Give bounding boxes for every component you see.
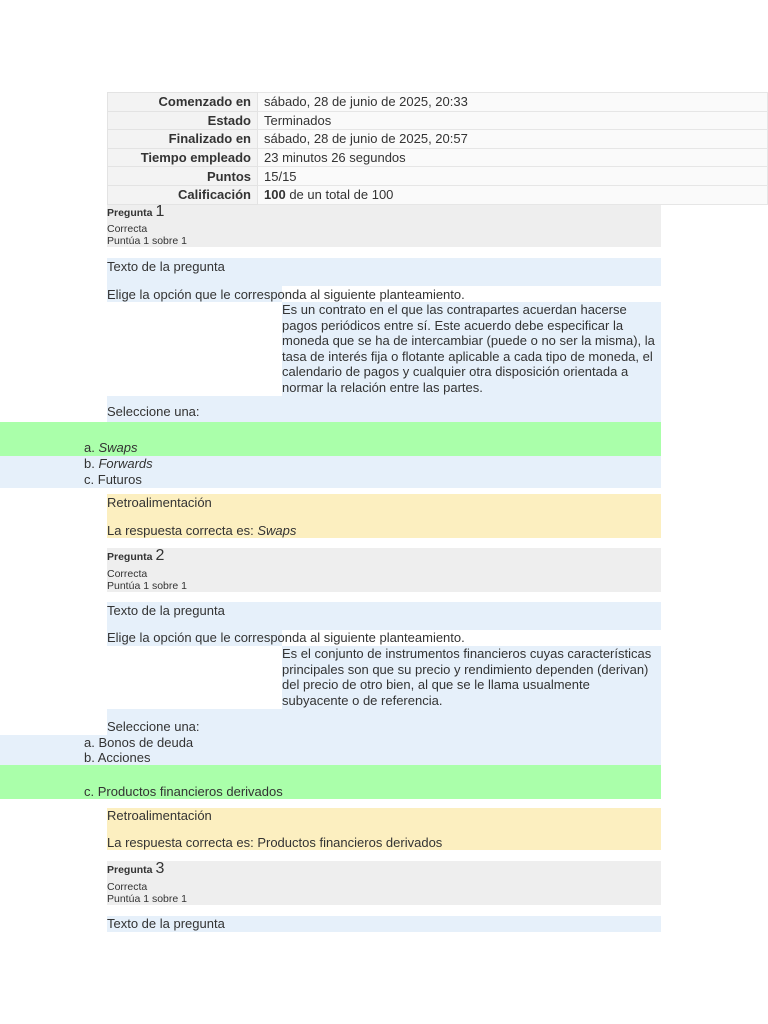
question-1-text-heading: Texto de la pregunta — [107, 258, 661, 286]
question-grade: Puntúa 1 sobre 1 — [107, 235, 187, 247]
question-1-statement: Es un contrato en el que las contrapartes acuerdan hacerse pagos periódicos entre sí. Este acuerdo debe especificar la moneda que se ha de intercambiar (puede o no ser la misma), la tasa de interés fija o flotante aplicable a cada tipo de moneda, el calendario de pagos y cualquier otra disposición orientada a normar la relación entre las partes. — [282, 302, 661, 396]
question-2-prompt: Seleccione una: — [107, 709, 661, 735]
grade-value: 100 — [264, 187, 286, 203]
answer-option-c[interactable]: c. Productos financieros derivados — [84, 784, 283, 799]
question-label: Pregunta — [107, 551, 153, 563]
summary-value: sábado, 28 de junio de 2025, 20:33 — [258, 93, 768, 112]
question-grade: Puntúa 1 sobre 1 — [107, 580, 187, 592]
question-2-info — [107, 548, 661, 592]
summary-row-time — [108, 148, 768, 167]
summary-row-grade — [108, 185, 768, 204]
answer-option-b[interactable]: b. Acciones — [84, 750, 151, 765]
question-state: Correcta — [107, 223, 148, 235]
grade-total: de un total de 100 — [285, 187, 394, 203]
question-2-statement: Es el conjunto de instrumentos financieros cuyas características principales son que su precio y rendimiento dependen (derivan) del precio de otro bien, al que se le llama usualmente subyacente o de referencia. — [282, 646, 661, 709]
answer-option-b[interactable]: b. Forwards — [84, 456, 153, 471]
attempt-summary-table — [107, 92, 768, 205]
question-2-text-heading: Texto de la pregunta — [107, 602, 661, 630]
question-number: 1 — [155, 203, 165, 220]
feedback-heading: Retroalimentación — [107, 808, 212, 823]
summary-label: Comenzado en — [108, 93, 258, 112]
summary-value: sábado, 28 de junio de 2025, 20:57 — [258, 130, 768, 149]
summary-value — [258, 185, 768, 204]
summary-row-finished — [108, 130, 768, 149]
question-2-feedback — [107, 808, 661, 850]
question-grade: Puntúa 1 sobre 1 — [107, 893, 187, 905]
question-3-info — [107, 861, 661, 905]
answer-option-a[interactable]: a. Bonos de deuda — [84, 735, 194, 750]
feedback-heading: Retroalimentación — [107, 495, 212, 510]
question-label: Pregunta — [107, 864, 153, 876]
summary-label: Puntos — [108, 167, 258, 186]
question-2-instruction: Elige la opción que le corresponda al siguiente planteamiento. — [107, 630, 465, 645]
question-1-prompt: Seleccione una: — [107, 396, 661, 422]
summary-label: Estado — [108, 111, 258, 130]
question-label: Pregunta — [107, 207, 153, 219]
question-1-feedback — [107, 494, 661, 538]
summary-label: Tiempo empleado — [108, 148, 258, 167]
summary-value: 15/15 — [258, 167, 768, 186]
feedback-answer: La respuesta correcta es: Swaps — [107, 523, 297, 538]
summary-label: Finalizado en — [108, 130, 258, 149]
feedback-answer: La respuesta correcta es: Productos financieros derivados — [107, 835, 443, 850]
question-number: 3 — [155, 860, 165, 877]
answer-option-c[interactable]: c. Futuros — [84, 472, 142, 487]
summary-value: Terminados — [258, 111, 768, 130]
answer-option-a[interactable]: a. Swaps — [84, 440, 138, 455]
question-1-info — [107, 205, 661, 247]
question-1-instruction: Elige la opción que le corresponda al siguiente planteamiento. — [107, 287, 465, 302]
summary-row-points — [108, 167, 768, 186]
question-3-text-heading: Texto de la pregunta — [107, 916, 661, 932]
summary-row-state — [108, 111, 768, 130]
question-state: Correcta — [107, 568, 148, 580]
question-state: Correcta — [107, 881, 148, 893]
summary-row-started — [108, 93, 768, 112]
summary-label: Calificación — [108, 185, 258, 204]
summary-value: 23 minutos 26 segundos — [258, 148, 768, 167]
question-number: 2 — [155, 547, 165, 564]
